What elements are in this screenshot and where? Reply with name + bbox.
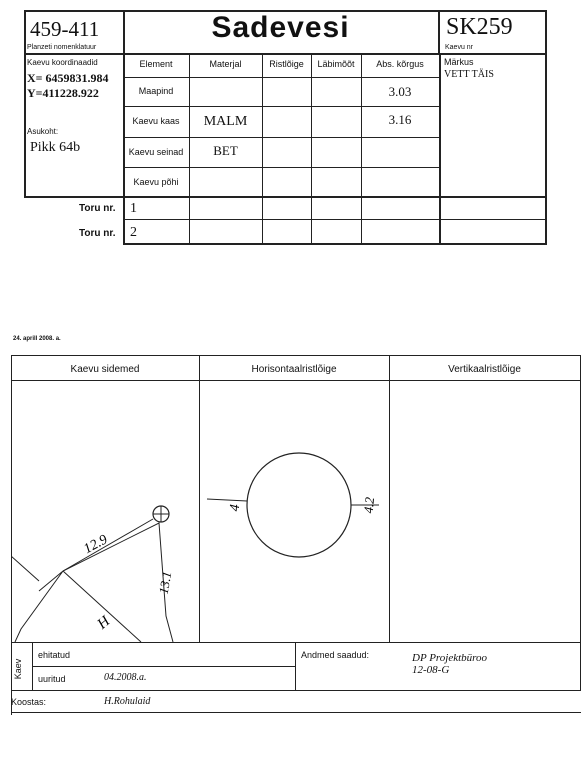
row-element: Maapind [138,86,174,96]
pipe-value: 1 [130,201,137,216]
row-abs: 3.16 [388,112,412,127]
row-line [123,243,547,245]
nomenclature-label: Planzeti nomenklatuur [27,44,97,51]
sketch-right-line [580,355,581,691]
remarks-label: Märkus [444,57,474,67]
row-line [123,106,439,107]
address-label: Asukoht: [27,127,59,136]
col-header-element: Element [139,59,173,69]
col-line [439,54,441,244]
pipe-label: Toru nr. [79,228,116,239]
col-line [311,54,312,244]
compiled-label: Koostas: [11,697,47,707]
col-header-cross-section: Ristlõige [269,59,304,69]
row-line [123,167,439,168]
row-element: Kaevu kaas [132,116,180,126]
row-material: BET [213,143,238,158]
pipe-value: 2 [130,225,137,240]
row-line [123,77,439,78]
built-label: ehitatud [38,650,71,660]
dim-line-left [207,499,247,501]
well-number-label: Kaevu nr [445,44,474,51]
divider [123,10,125,244]
footer-mid-line [32,666,295,667]
page-title: Sadevesi [211,11,350,44]
horizontal-section-sketch [199,381,389,642]
ties-sketch [11,381,199,642]
col-header-abs-height: Abs. kõrgus [376,59,424,69]
row-element: Kaevu põhi [133,177,179,187]
source-value-1: DP Projektbüroo [412,652,488,664]
footer-mid-divider [295,642,296,690]
sketch-divider [389,355,390,642]
nomenclature-value: 459-411 [30,17,100,41]
source-label: Andmed saadud: [301,650,370,660]
row-abs: 3.03 [388,84,412,99]
sketch-top-line [11,355,581,356]
remarks-value: VETT TÄIS [444,69,494,80]
coord-y: Y=411228.922 [27,86,99,100]
col-line [361,54,362,244]
source-value-2: 12-08-G [412,664,450,676]
address-value: Pikk 64b [30,140,81,155]
col-line [262,54,263,244]
dim-d: 4.2 [360,496,378,514]
well-number: SK259 [446,14,513,40]
row-line [123,219,546,220]
row-material: MALM [203,114,248,129]
row-line [123,137,439,138]
date-note: 24. aprill 2008. a. [13,336,61,342]
pipe-label: Toru nr. [79,203,116,214]
dim-a: 12.9 [81,532,111,558]
divider [438,10,440,54]
row-element: Kaevu seinad [128,147,184,157]
divider [24,53,124,55]
coords-label: Kaevu koordinaadid [27,58,98,67]
footer-top-line [11,642,581,643]
sketch-letter: H [94,613,114,633]
footer-side-label: Kaev [13,658,23,680]
section-ties-title: Kaevu sidemed [70,364,140,375]
coord-x: X= 6459831.984 [27,71,109,85]
surveyed-value: 04.2008.a. [104,672,147,683]
dim-b: 13.1 [155,570,175,596]
section-horizontal-title: Horisontaalristlõige [251,364,337,375]
well-circle [247,453,351,557]
footer-bottom-line [11,690,581,691]
divider [123,53,547,55]
surveyed-label: uuritud [38,674,66,684]
dim-c: 4 [227,503,244,513]
col-header-diameter: Läbimõõt [317,59,355,69]
section-vertical-title: Vertikaalristlõige [448,364,521,375]
compiled-value: H.Rohulaid [104,696,151,707]
col-line [545,197,547,244]
col-header-material: Materjal [209,59,242,69]
compiled-line [11,712,581,713]
